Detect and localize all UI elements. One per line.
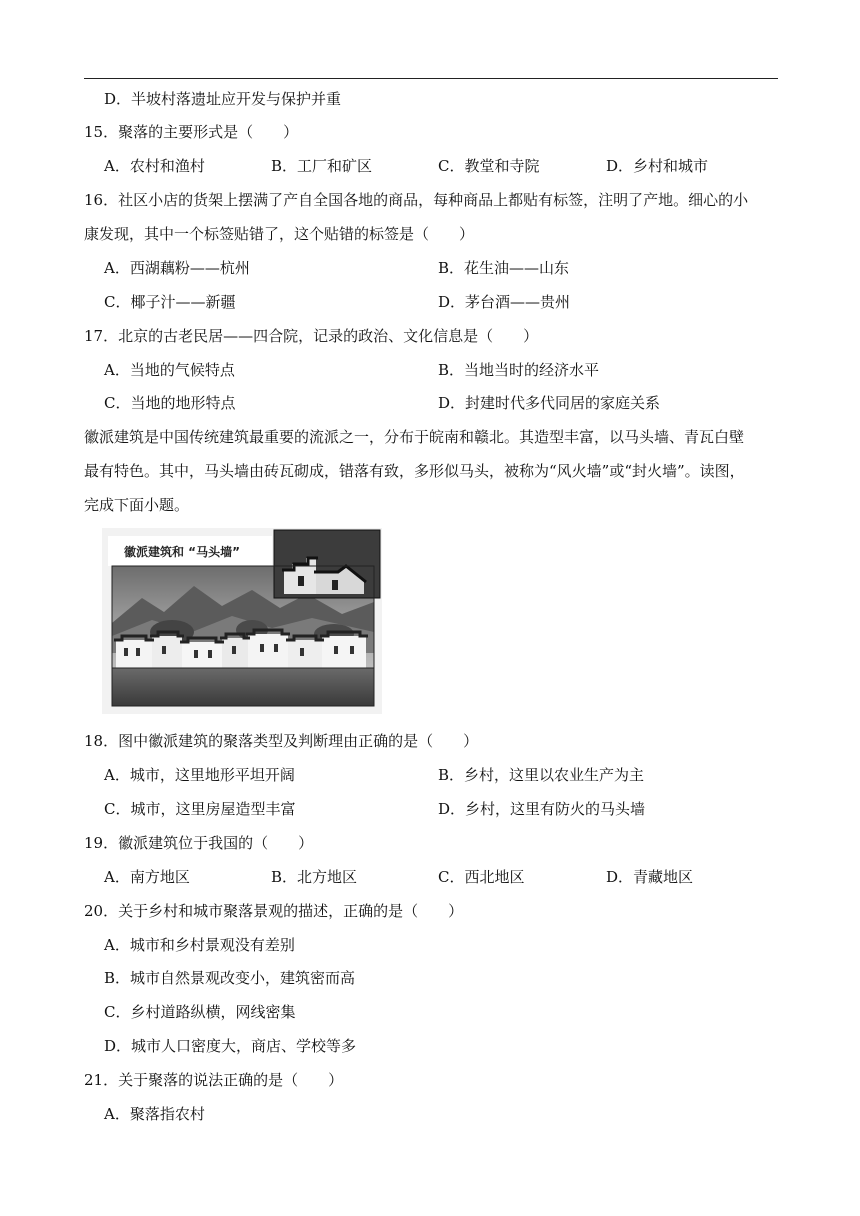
q18-stem: 18．图中徽派建筑的聚落类型及判断理由正确的是（ ） <box>84 732 479 750</box>
q17-option-a: A．当地的气候特点 <box>104 361 235 379</box>
passage-line1: 徽派建筑是中国传统建筑最重要的流派之一，分布于皖南和赣北。其造型丰富，以马头墙、青瓦白壁 <box>84 428 745 446</box>
passage-line2: 最有特色。其中，马头墙由砖瓦砌成，错落有致，多形似马头，被称为“风火墙”或“封火墙”。读图， <box>84 462 745 480</box>
q15-option-c: C．教堂和寺院 <box>438 157 540 175</box>
q21-stem: 21．关于聚落的说法正确的是（ ） <box>84 1071 344 1089</box>
q18-option-c: C．城市，这里房屋造型丰富 <box>104 800 296 818</box>
figure-caption: 徽派建筑和 “马头墙” <box>124 545 240 559</box>
q15-option-d: D．乡村和城市 <box>606 157 709 175</box>
q16-option-a: A．西湖藕粉——杭州 <box>104 259 250 277</box>
q17-stem: 17．北京的古老民居——四合院，记录的政治、文化信息是（ ） <box>84 327 539 345</box>
huizhou-architecture-figure <box>102 528 382 714</box>
q20-option-a: A．城市和乡村景观没有差别 <box>104 936 295 954</box>
q14-option-d: D．半坡村落遗址应开发与保护并重 <box>104 90 342 108</box>
q19-option-b: B．北方地区 <box>271 868 358 886</box>
q16-option-c: C．椰子汁——新疆 <box>104 293 236 311</box>
huizhou-architecture-image <box>102 528 382 714</box>
q16-stem-line2: 康发现，其中一个标签贴错了，这个贴错的标签是（ ） <box>84 225 475 243</box>
q17-option-d: D．封建时代多代同居的家庭关系 <box>438 394 661 412</box>
q20-stem: 20．关于乡村和城市聚落景观的描述，正确的是（ ） <box>84 902 464 920</box>
q19-stem: 19．徽派建筑位于我国的（ ） <box>84 834 314 852</box>
q17-option-b: B．当地当时的经济水平 <box>438 361 600 379</box>
q20-option-d: D．城市人口密度大，商店、学校等多 <box>104 1037 357 1055</box>
q20-option-c: C．乡村道路纵横，网线密集 <box>104 1003 296 1021</box>
passage-line3: 完成下面小题。 <box>84 496 190 514</box>
header-rule <box>84 78 778 79</box>
q16-stem-line1: 16．社区小店的货架上摆满了产自全国各地的商品，每种商品上都贴有标签，注明了产地。细心的小 <box>84 191 749 209</box>
q15-stem: 15．聚落的主要形式是（ ） <box>84 123 299 141</box>
q18-option-a: A．城市，这里地形平坦开阔 <box>104 766 295 784</box>
q18-option-b: B．乡村，这里以农业生产为主 <box>438 766 645 784</box>
q19-option-c: C．西北地区 <box>438 868 525 886</box>
q16-option-b: B．花生油——山东 <box>438 259 570 277</box>
q15-option-a: A．农村和渔村 <box>104 157 205 175</box>
q17-option-c: C．当地的地形特点 <box>104 394 236 412</box>
q15-option-b: B．工厂和矿区 <box>271 157 373 175</box>
q18-option-d: D．乡村，这里有防火的马头墙 <box>438 800 646 818</box>
q20-option-b: B．城市自然景观改变小，建筑密而高 <box>104 969 356 987</box>
q16-option-d: D．茅台酒——贵州 <box>438 293 571 311</box>
q19-option-d: D．青藏地区 <box>606 868 694 886</box>
q21-option-a: A．聚落指农村 <box>104 1105 205 1123</box>
q19-option-a: A．南方地区 <box>104 868 190 886</box>
